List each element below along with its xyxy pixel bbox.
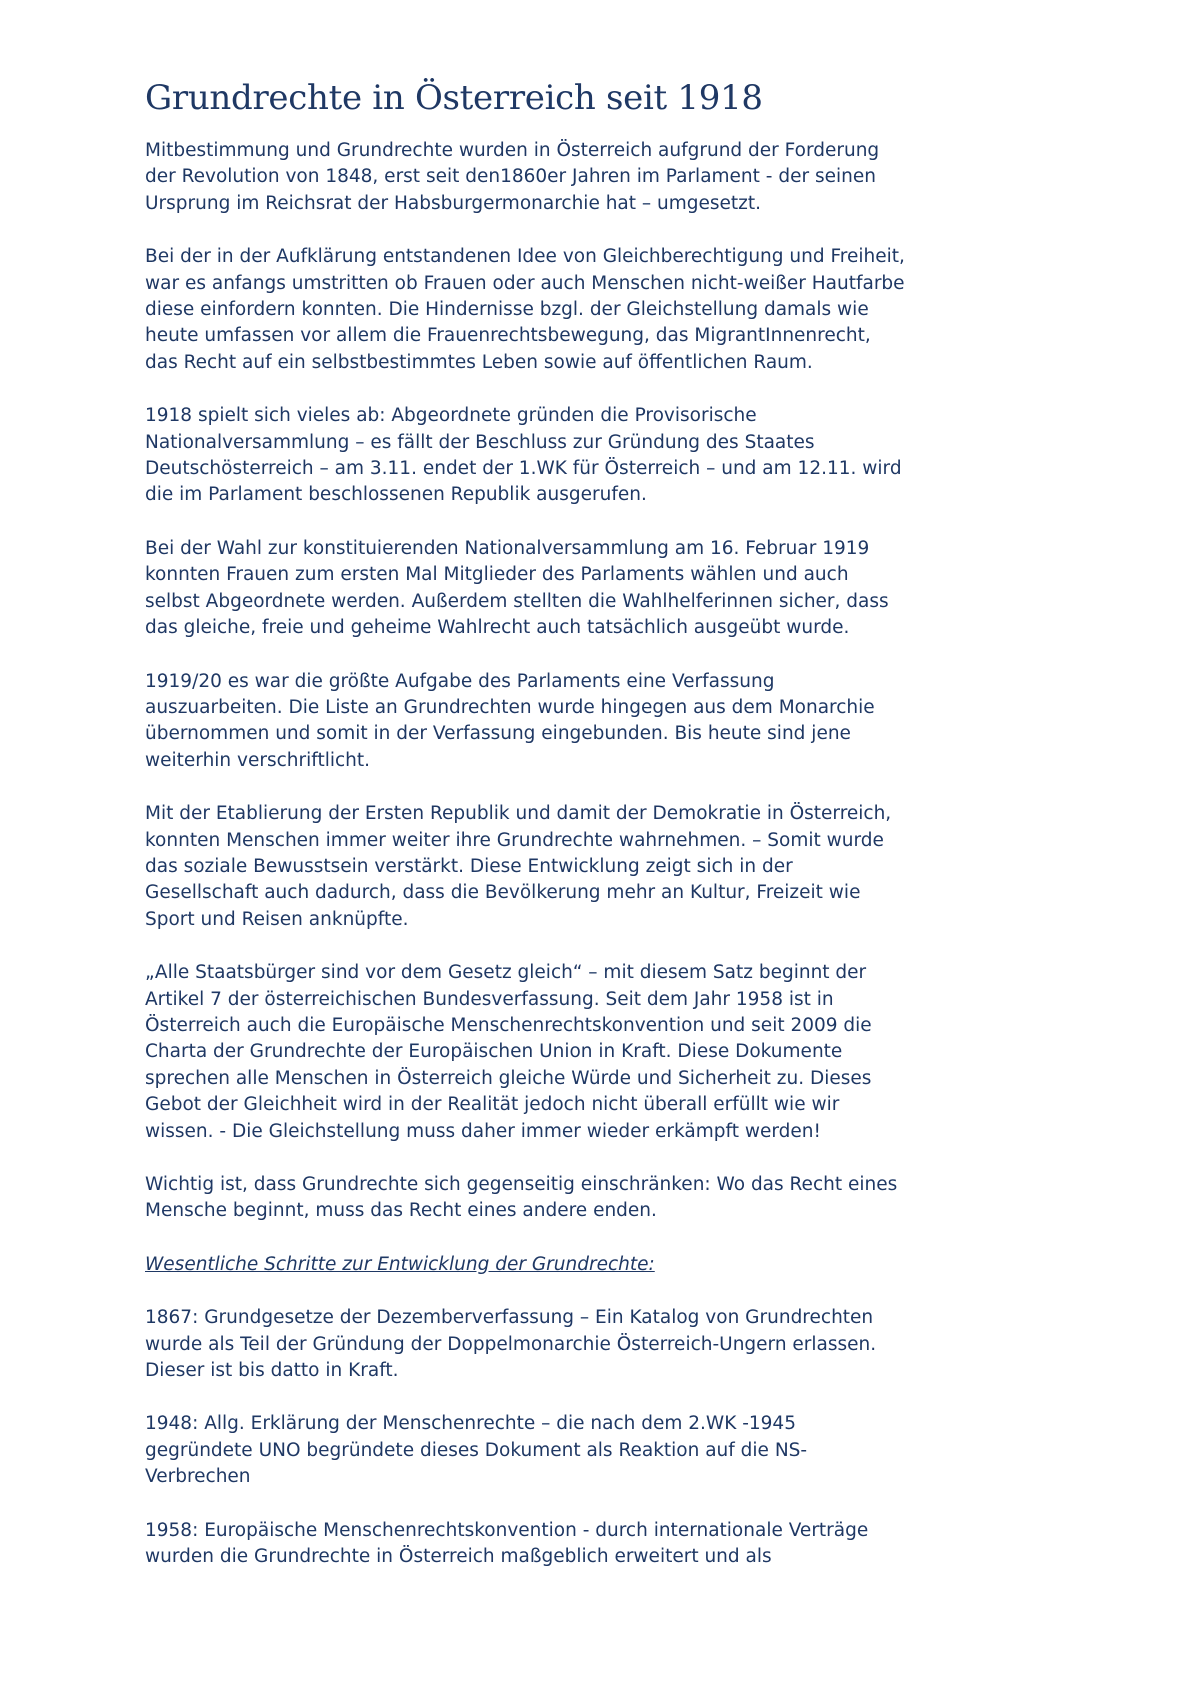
paragraph-line: konnten Frauen zum ersten Mal Mitglieder des Parlaments wählen und auch	[145, 564, 849, 586]
step-item-line: gegründete UNO begründete dieses Dokument als Reaktion auf die NS-	[145, 1439, 808, 1461]
paragraph-line: Mitbestimmung und Grundrechte wurden in Österreich aufgrund der Forderung	[145, 140, 880, 161]
paragraph-line: übernommen und somit in der Verfassung eingebunden. Bis heute sind jene	[145, 723, 851, 745]
paragraph-line: selbst Abgeordnete werden. Außerdem stellten die Wahlhelferinnen sicher, dass	[145, 590, 889, 612]
paragraph	[145, 1172, 1085, 1225]
step-item-line: Dieser ist bis datto in Kraft.	[145, 1360, 399, 1382]
paragraph-line: Wichtig ist, dass Grundrechte sich gegenseitig einschränken: Wo das Recht eines	[145, 1174, 898, 1195]
step-item-line: wurde als Teil der Gründung der Doppelmonarchie Österreich-Ungern erlassen.	[145, 1333, 877, 1355]
paragraph-line: weiterhin verschriftlicht.	[145, 749, 371, 771]
paragraph-line: das gleiche, freie und geheime Wahlrecht auch tatsächlich ausgeübt wurde.	[145, 617, 850, 639]
paragraph-line: Gesellschaft auch dadurch, dass die Bevölkerung mehr an Kultur, Freizeit wie	[145, 882, 861, 904]
paragraph-line: Nationalversammlung – es fällt der Beschluss zur Gründung des Staates	[145, 431, 815, 453]
paragraph-line: die im Parlament beschlossenen Republik ausgerufen.	[145, 484, 647, 506]
step-item	[145, 1518, 1085, 1571]
paragraph-line: Österreich auch die Europäische Menschenrechtskonvention und seit 2009 die	[145, 1014, 872, 1036]
paragraph-line: 1918 spielt sich vieles ab: Abgeordnete gründen die Provisorische	[145, 405, 757, 427]
paragraph-line: sprechen alle Menschen in Österreich gleiche Würde und Sicherheit zu. Dieses	[145, 1067, 872, 1089]
paragraph-line: wissen. - Die Gleichstellung muss daher immer wieder erkämpft werden!	[145, 1120, 821, 1142]
step-item-line: 1867: Grundgesetze der Dezemberverfassung – Ein Katalog von Grundrechten	[145, 1307, 874, 1329]
paragraph-line: „Alle Staatsbürger sind vor dem Gesetz gleich“ – mit diesem Satz beginnt der	[145, 962, 867, 984]
paragraph	[145, 536, 1085, 642]
document-body	[145, 74, 1085, 1597]
step-item-line: 1948: Allg. Erklärung der Menschenrechte – die nach dem 2.WK -1945	[145, 1413, 796, 1435]
paragraph	[145, 138, 1085, 217]
paragraph-line: Bei der Wahl zur konstituierenden Nationalversammlung am 16. Februar 1919	[145, 537, 870, 559]
paragraph	[145, 669, 1085, 775]
step-item	[145, 1411, 1085, 1490]
step-item-line: wurden die Grundrechte in Österreich maßgeblich erweitert und als	[145, 1546, 772, 1568]
step-item-line: Verbrechen	[145, 1466, 251, 1488]
steps-list	[145, 1305, 1085, 1570]
paragraph-list	[145, 138, 1085, 1225]
paragraph-line: Mit der Etablierung der Ersten Republik und damit der Demokratie in Österreich,	[145, 803, 892, 825]
document-title: Grundrechte in Österreich seit 1918	[145, 78, 763, 118]
paragraph-line: diese einfordern konnten. Die Hindernisse bzgl. der Gleichstellung damals wie	[145, 299, 869, 321]
paragraph-line: Bei der in der Aufklärung entstandenen Idee von Gleichberechtigung und Freiheit,	[145, 246, 905, 268]
paragraph-line: heute umfassen vor allem die Frauenrechtsbewegung, das MigrantInnenrecht,	[145, 325, 871, 347]
paragraph-line: Ursprung im Reichsrat der Habsburgermonarchie hat – umgesetzt.	[145, 192, 762, 214]
paragraph	[145, 801, 1085, 933]
paragraph-line: das Recht auf ein selbstbestimmtes Leben sowie auf öffentlichen Raum.	[145, 351, 813, 373]
paragraph-line: konnten Menschen immer weiter ihre Grundrechte wahrnehmen. – Somit wurde	[145, 829, 884, 851]
paragraph-line: 1919/20 es war die größte Aufgabe des Parlaments eine Verfassung	[145, 670, 775, 692]
paragraph	[145, 244, 1085, 376]
paragraph-line: der Revolution von 1848, erst seit den1860er Jahren im Parlament - der seinen	[145, 166, 876, 188]
paragraph-line: Deutschösterreich – am 3.11. endet der 1.WK für Österreich – und am 12.11. wird	[145, 458, 902, 480]
paragraph-line: war es anfangs umstritten ob Frauen oder auch Menschen nicht-weißer Hautfarbe	[145, 272, 905, 294]
paragraph-line: Charta der Grundrechte der Europäischen Union in Kraft. Diese Dokumente	[145, 1041, 843, 1063]
paragraph-line: Sport und Reisen anknüpfte.	[145, 908, 409, 930]
paragraph-line: das soziale Bewusstsein verstärkt. Diese Entwicklung zeigt sich in der	[145, 855, 793, 877]
paragraph	[145, 960, 1085, 1145]
steps-heading-text: Wesentliche Schritte zur Entwicklung der Grundrechte:	[145, 1253, 655, 1275]
steps-heading	[145, 1252, 1085, 1278]
paragraph-line: Gebot der Gleichheit wird in der Realität jedoch nicht überall erfüllt wie wir	[145, 1094, 840, 1116]
paragraph-line: auszuarbeiten. Die Liste an Grundrechten wurde hingegen aus dem Monarchie	[145, 696, 875, 718]
paragraph	[145, 403, 1085, 509]
paragraph-line: Artikel 7 der österreichischen Bundesverfassung. Seit dem Jahr 1958 ist in	[145, 988, 834, 1010]
step-item-line: 1958: Europäische Menschenrechtskonvention - durch internationale Verträge	[145, 1519, 869, 1541]
paragraph-line: Mensche beginnt, muss das Recht eines andere enden.	[145, 1200, 657, 1222]
step-item	[145, 1305, 1085, 1384]
